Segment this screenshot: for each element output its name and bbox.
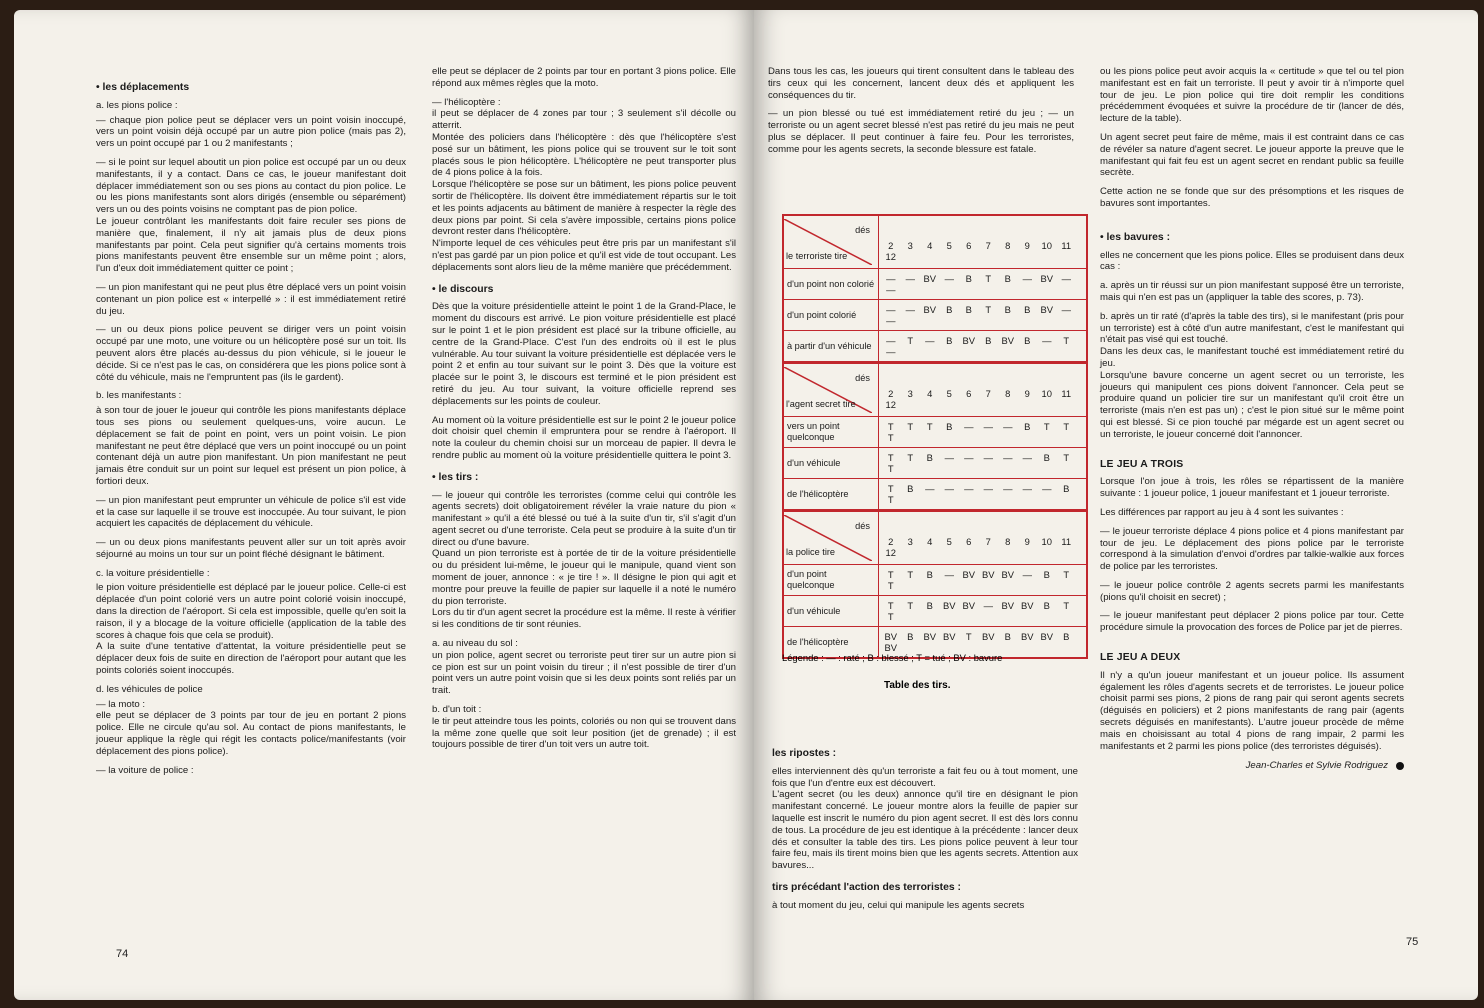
- result-value: T: [907, 600, 914, 611]
- dice-value: 3: [907, 536, 913, 547]
- dice-value: 2: [888, 240, 894, 251]
- result-value: BV: [1001, 569, 1014, 580]
- table-header-cell: [783, 363, 879, 417]
- dice-value: 3: [907, 388, 913, 399]
- target-label: d'un véhicule: [783, 448, 879, 479]
- dice-label: dés: [855, 373, 870, 383]
- dice-value: 11: [1061, 536, 1072, 547]
- result-value: —: [1022, 569, 1032, 580]
- result-value: BV: [1040, 304, 1053, 315]
- result-value: —: [1003, 483, 1013, 494]
- dice-value: 3: [907, 240, 913, 251]
- dice-value: 7: [985, 388, 991, 399]
- paragraph: — un ou deux pions police peuvent se diriger vers un point voisin occupé par une moto, une voiture ou un hélicoptère posé sur un toit. Ils peuvent alors être placés au-dessus du pion véhicule, si le joueur le décide. Si ce n'est pas le cas, on considérera que les pions police sont à côté du véhicule, mais ne l'empruntent pas (ils le gardent).: [96, 324, 406, 383]
- result-value: B: [946, 421, 953, 432]
- dice-value: 12: [885, 399, 896, 410]
- result-value: T: [985, 304, 992, 315]
- result-value: T: [887, 611, 894, 622]
- page-74: [14, 10, 754, 1000]
- result-value: —: [1042, 483, 1052, 494]
- shooter-label: l'agent secret tire: [786, 399, 856, 409]
- paragraph: Dans tous les cas, les joueurs qui tirent consultent dans le tableau des tirs ceux qui les concernent, lancent deux dés et appliquent les conséquences du tir.: [768, 66, 1074, 101]
- result-value: —: [1003, 421, 1013, 432]
- dice-value: 2: [888, 388, 894, 399]
- paragraph: à son tour de jouer le joueur qui contrôle les pions manifestants déplace tous ses pions ou seulement quelques-uns, voire aucun. Le déplacement se fait de point en point, vers un point voisin. Le pion manifestant ne peut être déplacé que vers un point inoccupé ou un point contenant déjà un autre pion manifestant. Un pion manifestant ne peut jamais être conduit sur un point sur lequel est présent un pion police, à fortiori deux.: [96, 405, 406, 487]
- result-value: BV: [962, 335, 975, 346]
- result-value: T: [907, 569, 914, 580]
- table-legend: Légende : — : raté ; B : blessé ; T = tué ; BV : bavure: [782, 652, 1003, 663]
- dice-value: 12: [885, 547, 896, 558]
- result-value: BV: [981, 569, 995, 580]
- dice-value: 6: [966, 240, 972, 251]
- result-value: BV: [1040, 631, 1053, 642]
- paragraph: — le joueur manifestant peut déplacer 2 pions police par tour. Cette procédure simule la provocation des forces de Police par jet de pierres.: [1100, 610, 1404, 634]
- result-value: BV: [962, 569, 975, 580]
- result-value: —: [886, 335, 896, 346]
- dice-value: 4: [927, 240, 933, 251]
- result-value: B: [1004, 273, 1011, 284]
- dice-value: 4: [927, 388, 933, 399]
- result-values-cell: [879, 565, 1088, 596]
- dice-value: 11: [1061, 388, 1072, 399]
- table-header-row: [783, 511, 1087, 565]
- dice-value: 9: [1024, 536, 1030, 547]
- result-value: T: [1063, 335, 1070, 346]
- result-value: BV: [1020, 631, 1034, 642]
- dice-values-cell: [879, 215, 1088, 269]
- result-value: BV: [1040, 273, 1053, 284]
- result-value: T: [887, 600, 894, 611]
- paragraph: elle peut se déplacer de 2 points par tour en portant 3 pions police. Elle répond aux mêmes règles que la moto.: [432, 66, 736, 89]
- result-value: B: [1024, 335, 1031, 346]
- result-value: T: [887, 569, 894, 580]
- result-value: —: [1022, 483, 1032, 494]
- paragraph: elles ne concernent que les pions police. Elles se produisent dans deux cas :: [1100, 249, 1404, 273]
- result-value: —: [925, 335, 935, 346]
- paragraph: — un pion manifestant peut emprunter un véhicule de police s'il est vide et la case sur laquelle il se trouve est inoccupée. Au tour suivant, le pion acquiert les capacités de déplacement du véhicule.: [96, 494, 406, 530]
- table-row: [783, 417, 1087, 448]
- paragraph: ou les pions police peut avoir acquis la « certitude » que tel ou tel pion manifestant est en fait un terroriste. Il peut y avoir tir à n'importe quel tour de jeu. Le pion police qui tire doit remplir les conditions précédemment évoquées et suivre la procédure de tir (lancer de dés, lecture de la table).: [1100, 66, 1404, 125]
- result-value: T: [907, 335, 914, 346]
- result-value: T: [887, 452, 894, 463]
- result-value: —: [964, 483, 974, 494]
- result-value: —: [983, 452, 993, 463]
- table-row: [783, 565, 1087, 596]
- result-value: BV: [923, 273, 936, 284]
- result-value: B: [907, 631, 914, 642]
- dice-value: 6: [966, 388, 972, 399]
- dice-value: 8: [1005, 240, 1011, 251]
- result-values-cell: [879, 269, 1088, 300]
- result-value: B: [1063, 483, 1070, 494]
- paragraph: Lorsque l'on joue à trois, les rôles se répartissent de la manière suivante : 1 joueur police, 1 joueur manifestant et 1 joueur terroriste.: [1100, 476, 1404, 500]
- paragraph: — un pion manifestant qui ne peut plus être déplacé vers un point voisin contenant un pion police est « interpellé » : il est immédiatement retiré du jeu.: [96, 281, 406, 317]
- paragraph: à tout moment du jeu, celui qui manipule les agents secrets: [772, 899, 1025, 911]
- result-values-cell: [879, 596, 1088, 627]
- heading-bavures: • les bavures :: [1100, 231, 1171, 243]
- signature-text: Jean-Charles et Sylvie Rodriguez: [1245, 760, 1388, 772]
- paragraph: Au moment où la voiture présidentielle est sur le point 2 le joueur police doit choisir quel chemin il empruntera pour se rendre à l'aéroport. Il note la couleur du chemin choisi sur un morceau de papier. Il devra le rendre public au moment où la voiture présidentielle quittera le point 3.: [432, 414, 736, 461]
- dice-value: 7: [985, 536, 991, 547]
- result-value: T: [965, 631, 972, 642]
- result-value: B: [1024, 304, 1031, 315]
- result-value: —: [886, 304, 896, 315]
- result-value: T: [1043, 421, 1050, 432]
- heading-ripostes: les ripostes :: [772, 748, 837, 759]
- shooter-label: la police tire: [786, 547, 836, 557]
- paragraph: Cette action ne se fonde que sur des présomptions et les risques de bavures sont importantes.: [1100, 186, 1404, 209]
- paragraph: Il n'y a qu'un joueur manifestant et un joueur police. Ils assument également les rôles d'agents secrets et de terroristes. Le joueur police choisit parmi ses pions, 2 pions de rang pair qui seront agents secrets (déguisés en policiers) et 2 pions manifestants de rang pair (agents secrets déguisés en manifestants). L'autre joueur procède de même mais en choisissant au total 4 pions de rang impair, 2 parmi les manifestants et 2 parmi les pions police (des terroristes déguisés).: [1100, 669, 1404, 752]
- paragraph: le pion voiture présidentielle est déplacé par le joueur police. Celle-ci est déplacée d'un point colorié vers un autre point colorié voisin inoccupé, dans la direction de l'aéroport. Si cela est impossible, quelle qu'en soit la raison, il y a blocage de la voiture officielle (application de la table des scores à chaque fois que cela se produit). A la suite d'une tentative d'attentat, la voiture présidentielle peut se déplacer deux fois de suite en direction de l'aéroport pour autant que les points coloriés soient inoccupés.: [96, 582, 406, 677]
- heading-tirs: • les tirs :: [432, 471, 479, 483]
- dice-value: 12: [885, 251, 896, 262]
- result-value: —: [983, 421, 993, 432]
- result-value: BV: [942, 600, 956, 611]
- right-column-1-bottom: [772, 738, 1078, 919]
- result-value: T: [1063, 600, 1070, 611]
- result-value: BV: [942, 631, 956, 642]
- result-value: —: [886, 315, 896, 326]
- result-value: T: [887, 494, 894, 505]
- dice-values-cell: [879, 511, 1088, 565]
- result-value: B: [946, 335, 953, 346]
- dice-value: 8: [1005, 388, 1011, 399]
- end-bullet-icon: [1396, 762, 1404, 770]
- target-label: d'un point non colorié: [783, 269, 879, 300]
- result-value: T: [985, 273, 992, 284]
- dice-value: 6: [966, 536, 972, 547]
- table-header-cell: [783, 511, 879, 565]
- result-value: B: [1043, 569, 1050, 580]
- paragraph: — le joueur police contrôle 2 agents secrets parmi les manifestants (pions qu'il choisit en secret) ;: [1100, 579, 1404, 603]
- table-header-cell: [783, 215, 879, 269]
- result-value: BV: [884, 642, 897, 653]
- paragraph: — le joueur qui contrôle les terroristes (comme celui qui contrôle les agents secrets) doit obligatoirement révéler la vraie nature du pion « manifestant » qu'il a été blessé ou tué à la suite d'un tir, s'il s'agit d'un agent secret ou d'une terroriste. Cela peut se produire à la suite d'un tir direct ou d'une bavure. Quand un pion terroriste est à portée de tir de la voiture présidentielle ou du président lui-même, le joueur qui le manipule, quand vient son moment de jouer, annonce : « je tire ! ». Il désigne le pion qui agit et montre pour preuve la feuille de papier sur laquelle il a noté le numéro du pion terroriste. Lors du tir d'un agent secret la procédure est la même. Il reste à vérifier si les conditions de tir sont réunies.: [432, 489, 736, 631]
- table-row: [783, 331, 1087, 363]
- result-value: —: [1061, 304, 1071, 315]
- target-label: de l'hélicoptère: [783, 627, 879, 659]
- result-value: —: [944, 452, 954, 463]
- result-values-cell: [879, 448, 1088, 479]
- paragraph: a. au niveau du sol : un pion police, agent secret ou terroriste peut tirer sur un autre pion si ce pion est sur un point voisin du tireur ; il n'est possible de tirer d'un point vers un autre point voisin que si les deux points sont reliés par un trait.: [432, 638, 736, 697]
- result-value: —: [944, 483, 954, 494]
- result-value: T: [887, 432, 894, 443]
- paragraph: — l'hélicoptère : il peut se déplacer de 4 zones par tour ; 3 seulement s'il décolle ou atterrit. Montée des policiers dans l'hélicoptère : dès que l'hélicoptère s'est posé sur un bâtiment, les pions police qui se trouvent sur le toit sont placés sous le pion hélicoptère. L'hélicoptère ne peut transporter plus de 4 pions police à la fois. Lorsque l'hélicoptère se pose sur un bâtiment, les pions police peuvent sortir de l'hélicoptère. Ils doivent être immédiatement répartis sur le toit et les points adjacents au bâtiment de manière à respecter la règle des deux pions par point. Si cela s'avère impossible, certains pions police devront rester dans l'hélicoptère. N'importe lequel de ces véhicules peut être pris par un manifestant s'il n'est pas gardé par un pion police et qu'il est vide de tout occupant. Les déplacements sont alors lieu de la même manière que précédemment.: [432, 96, 736, 273]
- dice-value: 9: [1024, 388, 1030, 399]
- dice-values-cell: [879, 363, 1088, 417]
- result-value: BV: [1001, 600, 1014, 611]
- paragraph: — si le point sur lequel aboutit un pion police est occupé par un ou deux manifestants, il y a contact. Dans ce cas, le joueur manifestant doit déplacer immédiatement son ou ses pions au contact du pion police. Le ou les pions manifestants sont alors dirigés (ensemble ou séparément) vers un ou des points voisins ne comptant pas de pion police. Le joueur contrôlant les manifestants doit faire reculer ses pions de manière que, finalement, il n'y ait jamais plus de deux pions manifestants par point. Cela peut signifier qu'à certains moments trois pions manifestants peuvent être ensemble sur un même point ; alors, l'un d'eux doit immédiatement quitter ce point ;: [96, 156, 406, 275]
- result-value: T: [887, 421, 894, 432]
- table-row: [783, 300, 1087, 331]
- result-value: T: [926, 421, 933, 432]
- paragraph: Les différences par rapport au jeu à 4 sont les suivantes :: [1100, 506, 1344, 518]
- left-column-1: [96, 72, 406, 783]
- result-value: —: [1022, 273, 1032, 284]
- table-des-tirs: [782, 214, 1088, 659]
- result-value: B: [1004, 631, 1011, 642]
- result-values-cell: [879, 331, 1088, 363]
- paragraph: b. d'un toit : le tir peut atteindre tous les points, coloriés ou non qui se trouvent dans la même zone quelle que soit leur position (jet de grenade) ; il est toujours possible de tirer d'un toit vers un autre toit.: [432, 704, 736, 751]
- result-values-cell: [879, 300, 1088, 331]
- heading-jeu-a-deux: LE JEU A DEUX: [1100, 652, 1181, 664]
- subheading-voiture: c. la voiture présidentielle :: [96, 567, 210, 579]
- subheading-pions-police: a. les pions police :: [96, 99, 178, 111]
- result-value: —: [1022, 452, 1032, 463]
- dice-value: 4: [927, 536, 933, 547]
- result-value: T: [907, 452, 914, 463]
- paragraph: elles interviennent dès qu'un terroriste a fait feu ou à tout moment, une fois que l'un d'entre eux est découvert. L'agent secret (ou les deux) annonce qu'il tire en désignant le pion manifestant concerné. Le joueur montre alors la feuille de papier sur laquelle est inscrit le numéro du pion agent secret. Il est dès lors connu de tous. La procédure de jeu est identique à la précédente : lancer deux dés et consulter la table des tirs. Les pions police peuvent à leur tour faire feu, mais ils tirent moins bien que les agents secrets. Attention aux bavures...: [772, 765, 1078, 872]
- result-value: BV: [884, 631, 897, 642]
- subheading-manifestants: b. les manifestants :: [96, 390, 182, 402]
- result-value: —: [1061, 273, 1071, 284]
- result-values-cell: [879, 417, 1088, 448]
- target-label: vers un point quelconque: [783, 417, 879, 448]
- heading-discours: • le discours: [432, 283, 494, 295]
- table-header-row: [783, 215, 1087, 269]
- result-value: B: [985, 335, 992, 346]
- result-value: —: [944, 273, 954, 284]
- result-value: —: [964, 421, 974, 432]
- table-row: [783, 448, 1087, 479]
- result-value: —: [983, 600, 993, 611]
- result-value: BV: [981, 631, 995, 642]
- target-label: d'un point quelconque: [783, 565, 879, 596]
- result-value: BV: [962, 600, 975, 611]
- result-value: —: [1003, 452, 1013, 463]
- page-75: [754, 10, 1478, 1000]
- result-value: —: [1042, 335, 1052, 346]
- page-number: 75: [1406, 936, 1419, 948]
- result-value: —: [886, 273, 896, 284]
- paragraph: — la voiture de police :: [96, 764, 194, 776]
- table-caption: Table des tirs.: [884, 680, 951, 691]
- right-column-2: [1100, 66, 1404, 772]
- result-value: B: [926, 452, 933, 463]
- left-column-2: [432, 66, 736, 758]
- paragraph: — la moto : elle peut se déplacer de 3 points par tour de jeu en portant 2 pions police. Elle ne circule qu'au sol. Au contact de pions manifestants, le joueur applique la règle qui régit les contacts police/manifestants (voir déplacement des pions police).: [96, 698, 406, 757]
- paragraph: Un agent secret peut faire de même, mais il est contraint dans ce cas de révéler sa nature d'agent secret. Le joueur apporte la preuve que le manifestant qui fait feu est un agent secret en rendant public sa feuille secrète.: [1100, 131, 1404, 179]
- result-value: —: [886, 346, 896, 357]
- table-row: [783, 596, 1087, 627]
- target-label: de l'hélicoptère: [783, 479, 879, 511]
- paragraph: b. après un tir raté (d'après la table des tirs), si le manifestant (pris pour un terroriste) est à côté d'un autre manifestant, c'est le manifestant qui n'était pas visé qui est touché. Dans les deux cas, le manifestant touché est immédiatement retiré du jeu. Lorsqu'une bavure concerne un agent secret ou un terroriste, les joueurs qui manipulent ces pions doivent l'annoncer. Cela peut se produire quand un policier tire sur un manifestant qu'il croit être un terroriste (mais n'en est pas un) ; c'est le pion situé sur le même point qui est blessé. Si ce pion touché par mégarde est un agent secret ou un terroriste, le joueur concerné doit l'annoncer.: [1100, 310, 1404, 440]
- result-value: B: [926, 569, 933, 580]
- target-label: d'un véhicule: [783, 596, 879, 627]
- result-value: —: [886, 284, 896, 295]
- result-value: BV: [923, 304, 936, 315]
- result-value: BV: [1001, 335, 1014, 346]
- table-header-row: [783, 363, 1087, 417]
- paragraph: — un pion blessé ou tué est immédiatement retiré du jeu ; — un terroriste ou un agent secret blessé n'est pas retiré du jeu mais ne peut plus se déplacer. Il peut continuer à faire feu. Pour les terroristes, comme pour les agents secrets, la seconde blessure est fatale.: [768, 108, 1074, 155]
- result-value: T: [907, 421, 914, 432]
- magazine-spread: [14, 10, 1478, 1000]
- dice-value: 10: [1041, 388, 1052, 399]
- dice-value: 9: [1024, 240, 1030, 251]
- result-value: B: [907, 483, 914, 494]
- result-value: B: [1024, 421, 1031, 432]
- result-value: T: [887, 463, 894, 474]
- dice-label: dés: [855, 521, 870, 531]
- result-value: T: [887, 483, 894, 494]
- result-value: BV: [923, 631, 936, 642]
- dice-value: 10: [1041, 536, 1052, 547]
- dice-value: 10: [1041, 240, 1052, 251]
- result-value: B: [1043, 452, 1050, 463]
- result-value: —: [905, 304, 915, 315]
- paragraph: — chaque pion police peut se déplacer vers un point voisin inoccupé, vers un point voisin déjà occupé par un autre pion police (mais pas 2), vers un point occupé par 1 ou 2 manifestants ;: [96, 114, 406, 150]
- result-value: T: [1063, 569, 1070, 580]
- result-value: BV: [1020, 600, 1034, 611]
- result-value: B: [965, 273, 972, 284]
- dice-label: dés: [855, 225, 870, 235]
- heading-tirs-precedant: tirs précédant l'action des terroristes :: [772, 881, 961, 893]
- page-number: 74: [116, 948, 129, 960]
- heading-jeu-a-trois: LE JEU A TROIS: [1100, 458, 1184, 470]
- dice-value: 5: [946, 388, 952, 399]
- target-label: d'un point colorié: [783, 300, 879, 331]
- author-signature: [1100, 760, 1404, 772]
- dice-value: 11: [1061, 240, 1072, 251]
- subheading-vehicules: d. les véhicules de police: [96, 683, 203, 695]
- result-value: —: [905, 273, 915, 284]
- result-value: B: [965, 304, 972, 315]
- shooter-label: le terroriste tire: [786, 251, 848, 261]
- result-value: —: [964, 452, 974, 463]
- paragraph: — le joueur terroriste déplace 4 pions police et 4 pions manifestant par tour de jeu. Le déplacement des pions police par le terroriste correspond à la simulation d'envoi d'ordres par talkie-walkie aux forces de police par les terroristes.: [1100, 525, 1404, 573]
- result-values-cell: [879, 479, 1088, 511]
- result-value: B: [1004, 304, 1011, 315]
- result-value: T: [887, 580, 894, 591]
- paragraph: Dès que la voiture présidentielle atteint le point 1 de la Grand-Place, le moment du discours est arrivé. Le pion voiture présidentielle est placé sur le point 1 et le pion président est placé sur la tribune officielle, au centre de la Grand-Place. C'est l'un des endroits où il est le plus vulnérable. Au tour suivant la voiture présidentielle est déplacée vers le point 2 et enfin au tour suivant sur le point 3. Dès que la voiture est placée sur le point 3, le discours est terminé et le pion président est retiré du jeu. Au tour suivant, la voiture officielle reprend ses déplacements sur les points de couleur.: [432, 301, 736, 407]
- result-value: B: [946, 304, 953, 315]
- paragraph: — un ou deux pions manifestants peuvent aller sur un toit après avoir séjourné au moins un tour sur un point fléché désignant le bâtiment.: [96, 537, 406, 560]
- result-value: —: [983, 483, 993, 494]
- paragraph: a. après un tir réussi sur un pion manifestant supposé être un terroriste, mais qui n'en est pas un (appliquer la table des scores, p. 73).: [1100, 280, 1404, 303]
- result-value: —: [944, 569, 954, 580]
- target-label: à partir d'un véhicule: [783, 331, 879, 363]
- dice-value: 5: [946, 536, 952, 547]
- dice-value: 2: [888, 536, 894, 547]
- right-column-1: [768, 66, 1074, 163]
- result-value: B: [1043, 600, 1050, 611]
- result-value: T: [1063, 421, 1070, 432]
- result-value: —: [925, 483, 935, 494]
- dice-value: 8: [1005, 536, 1011, 547]
- result-value: T: [1063, 452, 1070, 463]
- result-value: B: [1063, 631, 1070, 642]
- table-row: [783, 479, 1087, 511]
- result-value: B: [926, 600, 933, 611]
- heading-deplacements: • les déplacements: [96, 82, 190, 93]
- table-row: [783, 269, 1087, 300]
- dice-value: 7: [985, 240, 991, 251]
- dice-value: 5: [946, 240, 952, 251]
